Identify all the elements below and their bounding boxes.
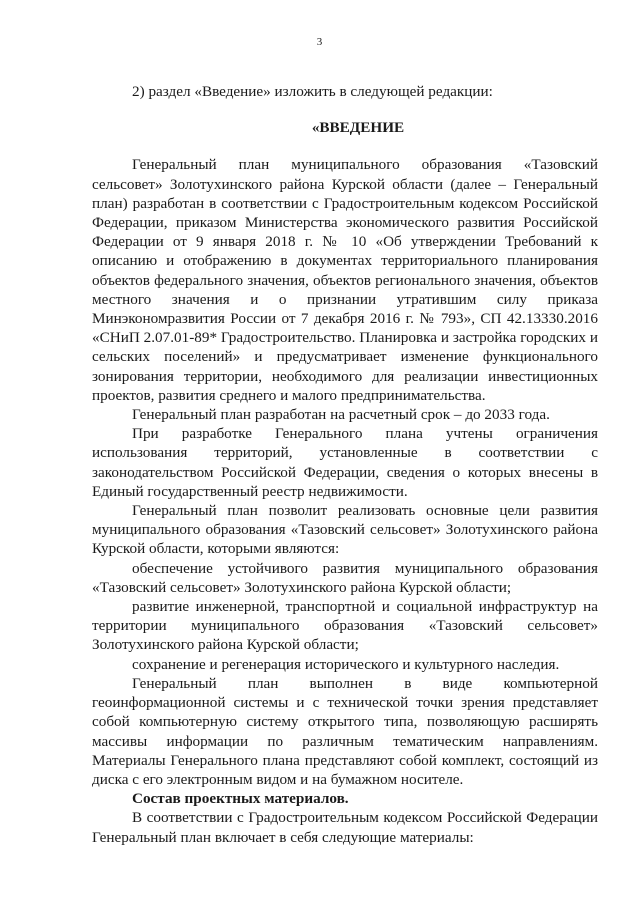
paragraph-3: При разработке Генерального плана учтены ограничения использования территорий, установленные в соответствии с законодательством Российской Федерации, сведения о которых внесены в Единый государственный реестр недвижимости. (92, 425, 598, 500)
paragraph-4: Генеральный план позволит реализовать основные цели развития муниципального образования «Тазовский сельсовет» Золотухинского района Курской области, которыми являются: (92, 502, 598, 558)
document-body (92, 82, 598, 847)
paragraph-5: Генеральный план выполнен в виде компьютерной геоинформационной системы и с технической точки зрения представляет собой компьютерную систему открытого типа, позволяющую расширять массивы информации по различным тематическим направлениям. Материалы Генерального плана представляют собой комплект, состоящий из диска с его электронным видом и на бумажном носителе. (92, 674, 598, 788)
paragraph-1: Генеральный план муниципального образования «Тазовский сельсовет» Золотухинского района Курской области (далее – Генеральный план) разработан в соответствии с Градостроительным кодексом Российской Федерации, приказом Министерства экономического развития Российской Федерации от 9 января 2018 г. № 10 «Об утверждении Требований к описанию и отображению в документах территориального планирования объектов федерального значения, объектов регионального значения, объектов местного значения и о признании утратившим силу приказа Минэкономразвития России от 7 декабря 2016 г. № 793», СП 42.13330.2016 «СНиП 2.07.01-89* Градостроительство. Планировка и застройка городских и сельских поселений» и предусматривает изменение функционального зонирования территории, необходимого для реализации инвестиционных проектов, развития среднего и малого предпринимательства. (92, 156, 598, 404)
closing-paragraph: В соответствии с Градостроительным кодексом Российской Федерации Генеральный план включает в себя следующие материалы: (92, 809, 598, 846)
list-item-3: сохранение и регенерация исторического и культурного наследия. (132, 655, 560, 673)
paragraph-2: Генеральный план разработан на расчетный срок – до 2033 года. (132, 406, 550, 424)
page-number: 3 (316, 36, 323, 48)
list-item-2: развитие инженерной, транспортной и социальной инфраструктур на территории муниципального образования «Тазовский сельсовет» Золотухинского района Курской области; (92, 598, 598, 654)
list-item-1: обеспечение устойчивого развития муниципального образования «Тазовский сельсовет» Золотухинского района Курской области; (92, 559, 598, 596)
section-heading: «ВВЕДЕНИЕ (311, 119, 405, 137)
subsection-title: Состав проектных материалов. (132, 790, 349, 808)
intro-paragraph: 2) раздел «Введение» изложить в следующей редакции: (132, 83, 493, 100)
